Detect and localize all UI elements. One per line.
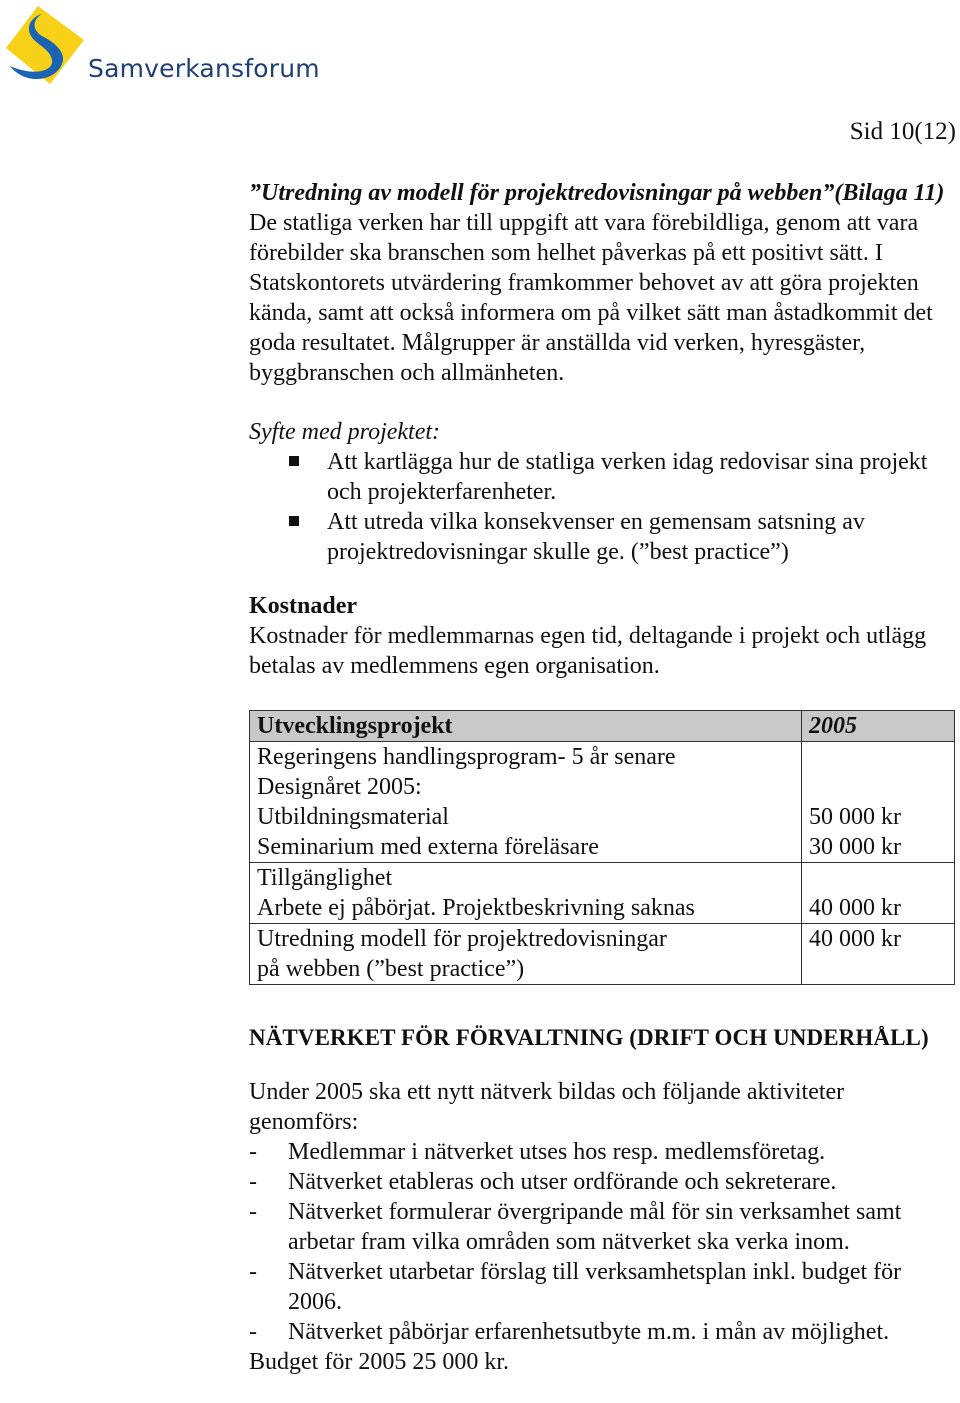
project-line: Arbete ej påbörjat. Projektbeskrivning saknas	[257, 895, 695, 921]
page-number: Sid 10(12)	[849, 118, 956, 145]
project-line: Seminarium med externa föreläsare	[257, 834, 599, 860]
purpose-list	[249, 447, 955, 567]
samverkansforum-logo	[4, 2, 320, 90]
amount-cell	[802, 924, 955, 985]
dash-marker: -	[249, 1139, 257, 1165]
square-bullet-icon	[289, 456, 299, 466]
square-bullet-icon	[289, 516, 299, 526]
list-item-text: Nätverket påbörjar erfarenhetsutbyte m.m. i mån av möjlighet.	[288, 1319, 890, 1345]
list-item-text: Medlemmar i nätverket utses hos resp. medlemsföretag.	[288, 1139, 826, 1165]
amount-cell	[802, 742, 955, 863]
project-cell	[250, 863, 802, 924]
amount-cell	[802, 863, 955, 924]
dash-marker: -	[249, 1169, 257, 1195]
amount-line: 50 000 kr	[809, 804, 901, 830]
purpose-heading: Syfte med projektet:	[249, 419, 441, 445]
network-heading: NÄTVERKET FÖR FÖRVALTNING (DRIFT OCH UNDERHÅLL)	[249, 1025, 929, 1050]
table-row	[250, 924, 955, 985]
list-item-text: Nätverket formulerar övergripande mål för sin verksamhet samt arbetar fram vilka områden som nätverket ska verka inom.	[288, 1199, 902, 1255]
header-year: 2005	[802, 711, 955, 742]
list-item-text: Nätverket utarbetar förslag till verksamhetsplan inkl. budget för 2006.	[288, 1259, 902, 1315]
network-intro: Under 2005 ska ett nytt nätverk bildas och följande aktiviteter genomförs:	[249, 1079, 845, 1135]
list-item	[249, 1137, 955, 1167]
purpose-item	[249, 447, 955, 507]
project-line: Utredning modell för projektredovisningar	[257, 926, 667, 952]
table-row	[250, 742, 955, 863]
amount-line: 40 000 kr	[809, 895, 901, 921]
dash-marker: -	[249, 1199, 257, 1225]
network-budget: Budget för 2005 25 000 kr.	[249, 1349, 509, 1375]
project-line: Utbildningsmaterial	[257, 804, 449, 830]
budget-table	[249, 710, 955, 985]
list-item	[249, 1317, 955, 1347]
purpose-item	[249, 507, 955, 567]
document-body	[249, 178, 955, 1377]
logo-text: Samverkansforum	[88, 54, 320, 83]
project-cell	[250, 924, 802, 985]
list-item	[249, 1167, 955, 1197]
project-line: Regeringens handlingsprogram- 5 år senare	[257, 744, 676, 770]
header-project: Utvecklingsprojekt	[250, 711, 802, 742]
purpose-item-text: Att kartlägga hur de statliga verken idag redovisar sina projekt och projekterfarenheter.	[327, 449, 928, 505]
dash-marker: -	[249, 1259, 257, 1285]
network-activity-list	[249, 1137, 955, 1347]
list-item-text: Nätverket etableras och utser ordförande och sekreterare.	[288, 1169, 837, 1195]
project-line: Designåret 2005:	[257, 774, 422, 800]
amount-line: 30 000 kr	[809, 834, 901, 860]
list-item	[249, 1197, 955, 1257]
amount-line	[809, 863, 947, 893]
dash-marker: -	[249, 1319, 257, 1345]
purpose-item-text: Att utreda vilka konsekvenser en gemensam satsning av projektredovisningar skulle ge. (”best practice”)	[327, 509, 865, 565]
costs-body: Kostnader för medlemmarnas egen tid, deltagande i projekt och utlägg betalas av medlemmens egen organisation.	[249, 623, 927, 679]
amount-line	[809, 954, 947, 984]
list-item	[249, 1257, 955, 1317]
table-row	[250, 863, 955, 924]
amount-line: 40 000 kr	[809, 926, 901, 952]
project-cell	[250, 742, 802, 863]
logo-mark-icon	[4, 2, 94, 90]
table-header-row	[250, 711, 955, 742]
costs-heading: Kostnader	[249, 593, 357, 619]
section-title: ”Utredning av modell för projektredovisningar på webben”(Bilaga 11)	[249, 180, 945, 206]
amount-line	[809, 772, 947, 802]
project-line: på webben (”best practice”)	[257, 956, 525, 982]
section-body: De statliga verken har till uppgift att vara förebildliga, genom att vara förebilder ska branschen som helhet påverkas på ett positivt sätt. I Statskontorets utvärdering framkommer behovet av att göra projekten kända, samt att också informera om på vilket sätt man åstadkommit det goda resultatet. Målgrupper är anställda vid verken, hyresgäster, byggbranschen och allmänheten.	[249, 210, 933, 386]
project-line: Tillgänglighet	[257, 865, 393, 891]
amount-line	[809, 742, 947, 772]
